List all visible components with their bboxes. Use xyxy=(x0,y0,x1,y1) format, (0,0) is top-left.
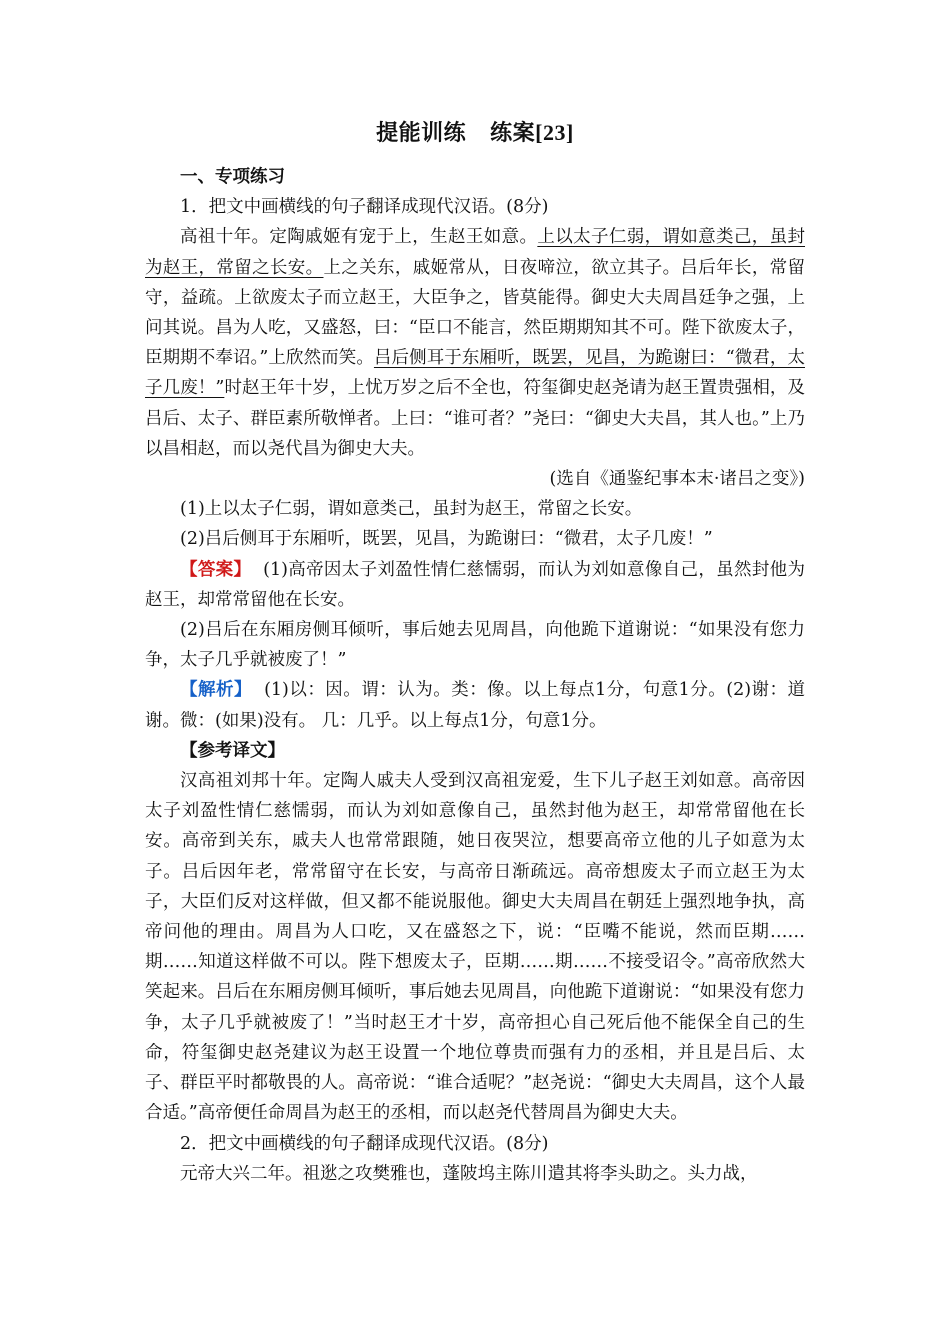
question-2-prompt: 2．把文中画横线的句子翻译成现代汉语。(8分) xyxy=(180,1133,549,1154)
passage-text: 高祖十年。定陶戚姬有宠于上，生赵王如意。 xyxy=(180,227,538,248)
page-title xyxy=(145,118,805,148)
analysis xyxy=(145,675,805,735)
question-1-prompt: 1．把文中画横线的句子翻译成现代汉语。(8分) xyxy=(180,197,549,218)
underlined-sentence-2: 吕后侧耳于东厢听，既罢，见昌，为跪谢曰：“微君，太子几废！” xyxy=(145,348,805,399)
passage-text: 时赵王年十岁，上忧万岁之后不全也，符玺御史赵尧请为赵王置贵强相，及吕后、太子、群臣素所敬惮者。上曰：“谁可者？”尧曰：“御史大夫昌，其人也。”上乃以昌相赵，而以尧代昌为御史大夫。 xyxy=(145,378,806,459)
analysis-tag: 【解析】 xyxy=(180,680,252,701)
underlined-sentence-1: 上以太子仁弱，谓如意类己，虽封为赵王，常留之长安。 xyxy=(145,227,806,278)
analysis-text: (1)以：因。谓：认为。类：像。以上每点1分，句意1分。(2)谢：道谢。微：(如果)没有。 几：几乎。以上每点1分，句意1分。 xyxy=(145,680,806,731)
sub-question-2: (2)吕后侧耳于东厢听，既罢，见昌，为跪谢曰：“微君，太子几废！” xyxy=(180,529,713,550)
reference-translation: 汉高祖刘邦十年。定陶人戚夫人受到汉高祖宠爱，生下儿子赵王刘如意。高帝因太子刘盈性情仁慈懦弱，而认为刘如意像自己，虽然封他为赵王，却常常留他在长安。高帝到关东，戚夫人也常常跟随，她日夜哭泣，想要高帝立他的儿子如意为太子。吕后因年老，常常留守在长安，与高帝日渐疏远。高帝想废太子而立赵王为太子，大臣们反对这样做，但又都不能说服他。御史大夫周昌在朝廷上强烈地争执，高帝问他的理由。周昌为人口吃，又在盛怒之下，说：“臣嘴不能说，然而臣期……期……知道这样做不可以。陛下想废太子，臣期……期……不接受诏令。”高帝欣然大笑起来。吕后在东厢房侧耳倾听，事后她去见周昌，向他跪下道谢说：“如果没有您力争，太子几乎就被废了！”当时赵王才十岁，高帝担心自己死后他不能保全自己的生命，符玺御史赵尧建议为赵王设置一个地位尊贵而强有力的丞相，并且是吕后、太子、群臣平时都敬畏的人。高帝说：“谁合适呢？”赵尧说：“御史大夫周昌，这个人最合适。”高帝便任命周昌为赵王的丞相，而以赵尧代替周昌为御史大夫。 xyxy=(145,771,805,1124)
answer-tag: 【答案】 xyxy=(180,559,252,580)
sub-question-1: (1)上以太子仁弱，谓如意类己，虽封为赵王，常留之长安。 xyxy=(180,499,643,520)
title-part-a: 提能训练 xyxy=(376,120,467,145)
passage-text: 上之关东，戚姬常从，日夜啼泣，欲立其子。吕后年长，常留守，益疏。上欲废太子而立赵王，大臣争之，皆莫能得。御史大夫周昌廷争之强，上问其说。昌为人吃，又盛怒，曰：“臣口不能言，然臣期期知其不可。陛下欲废太子，臣期期不奉诏。”上欣然而笑。 xyxy=(145,257,806,369)
question-1-passage xyxy=(145,222,805,464)
section-heading: 一、专项练习 xyxy=(180,167,285,187)
answer-1 xyxy=(145,555,805,615)
title-part-b: 练案[23] xyxy=(490,120,574,145)
question-2-passage: 元帝大兴二年。祖逖之攻樊雅也，蓬陂坞主陈川遣其将李头助之。头力战， xyxy=(180,1163,758,1184)
answer-2: (2)吕后在东厢房侧耳倾听，事后她去见周昌，向他跪下道谢说：“如果没有您力争，太子几乎就被废了！” xyxy=(145,620,805,671)
document-page xyxy=(145,118,805,1189)
passage-source: (选自《通鉴纪事本末·诸吕之变》) xyxy=(549,469,805,490)
reference-translation-heading: 【参考译文】 xyxy=(180,740,285,761)
answer-text: (1)高帝因太子刘盈性情仁慈懦弱，而认为刘如意像自己，虽然封他为赵王，却常常留他在长安。 xyxy=(145,559,805,610)
